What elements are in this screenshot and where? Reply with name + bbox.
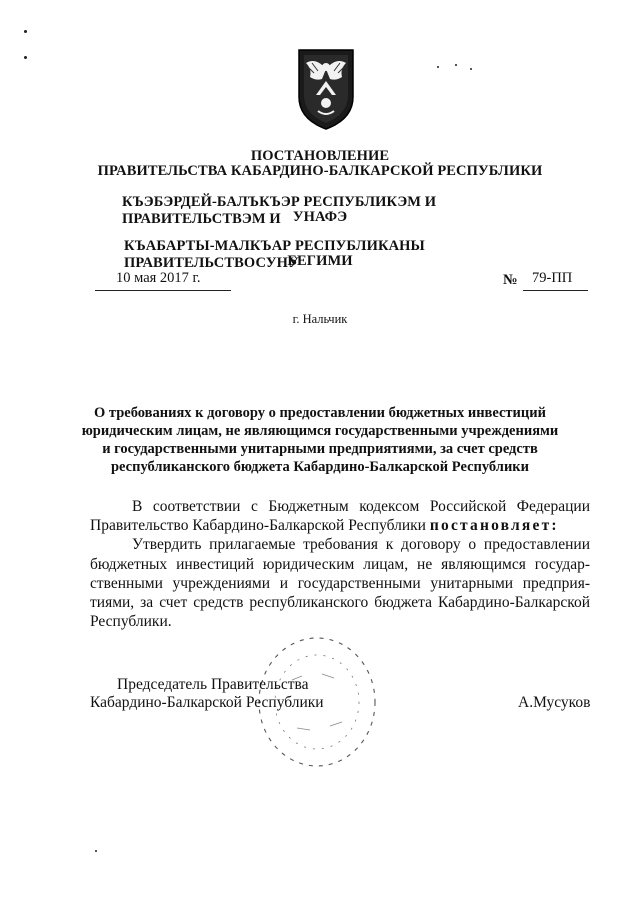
kabardian-title-line2: УНАФЭ	[292, 209, 348, 225]
body-p1-line2	[90, 516, 590, 536]
scan-speck	[470, 68, 472, 70]
balkar-title-line2: БЕГИМИ	[287, 253, 353, 269]
signatory-title-line1: Председатель Правительства	[117, 676, 309, 693]
body-p2-line1: Утвердить прилагаемые требования к договору о предоставлении	[132, 536, 590, 553]
document-type-title: ПОСТАНОВЛЕНИЕ	[250, 148, 390, 164]
scan-speck	[24, 30, 27, 33]
body-p2-line4: тиями, за счет средств республиканского бюджета Кабардино-Балкарской	[90, 594, 590, 611]
subject-line: юридическим лицам, не являющимся государственными учреждениями	[81, 423, 559, 439]
kabardian-title-line1: КЪЭБЭРДЕЙ-БАЛЪКЪЭР РЕСПУБЛИКЭМ И ПРАВИТЕЛЬСТВЭМ И	[122, 194, 437, 227]
body-p1-text: Правительство Кабардино-Балкарской Республики	[90, 517, 426, 534]
body-p1-line1: В соответствии с Бюджетным кодексом Российской Федерации	[132, 498, 590, 515]
number-underline	[523, 290, 588, 291]
signatory-title-line2: Кабардино-Балкарской Республики	[90, 694, 324, 711]
subject-line: и государственными унитарными предприятиями, за счет средств	[102, 441, 538, 457]
document-city: г. Нальчик	[292, 312, 348, 326]
body-p2-line5: Республики.	[90, 613, 172, 630]
scan-speck	[455, 64, 457, 66]
scan-speck	[24, 56, 27, 59]
resolution-keyword: постановляет:	[429, 517, 559, 534]
scan-speck	[95, 850, 97, 852]
body-p2-line3: ственными учреждениями и государственными унитарными предприя-	[90, 575, 590, 592]
balkar-title-line1: КЪАБАРТЫ-МАЛКЪАР РЕСПУБЛИКАНЫ ПРАВИТЕЛЬСТВОСУНУ	[124, 238, 425, 271]
signatory-name: А.Мусуков	[518, 694, 591, 711]
coat-of-arms-icon	[296, 47, 356, 131]
body-p2-line2: бюджетных инвестиций юридическим лицам, не являющимся государ-	[90, 556, 590, 573]
issuer-title: ПРАВИТЕЛЬСТВА КАБАРДИНО-БАЛКАРСКОЙ РЕСПУБЛИКИ	[97, 163, 543, 179]
date-underline	[95, 290, 231, 291]
document-subject	[0, 404, 640, 476]
document-date: 10 мая 2017 г.	[116, 270, 201, 286]
subject-line: республиканского бюджета Кабардино-Балкарской Республики	[110, 459, 530, 475]
document-number: 79-ПП	[532, 270, 573, 286]
subject-line: О требованиях к договору о предоставлении бюджетных инвестиций	[94, 405, 546, 421]
number-sign: №	[503, 272, 518, 288]
scan-speck	[437, 66, 439, 68]
